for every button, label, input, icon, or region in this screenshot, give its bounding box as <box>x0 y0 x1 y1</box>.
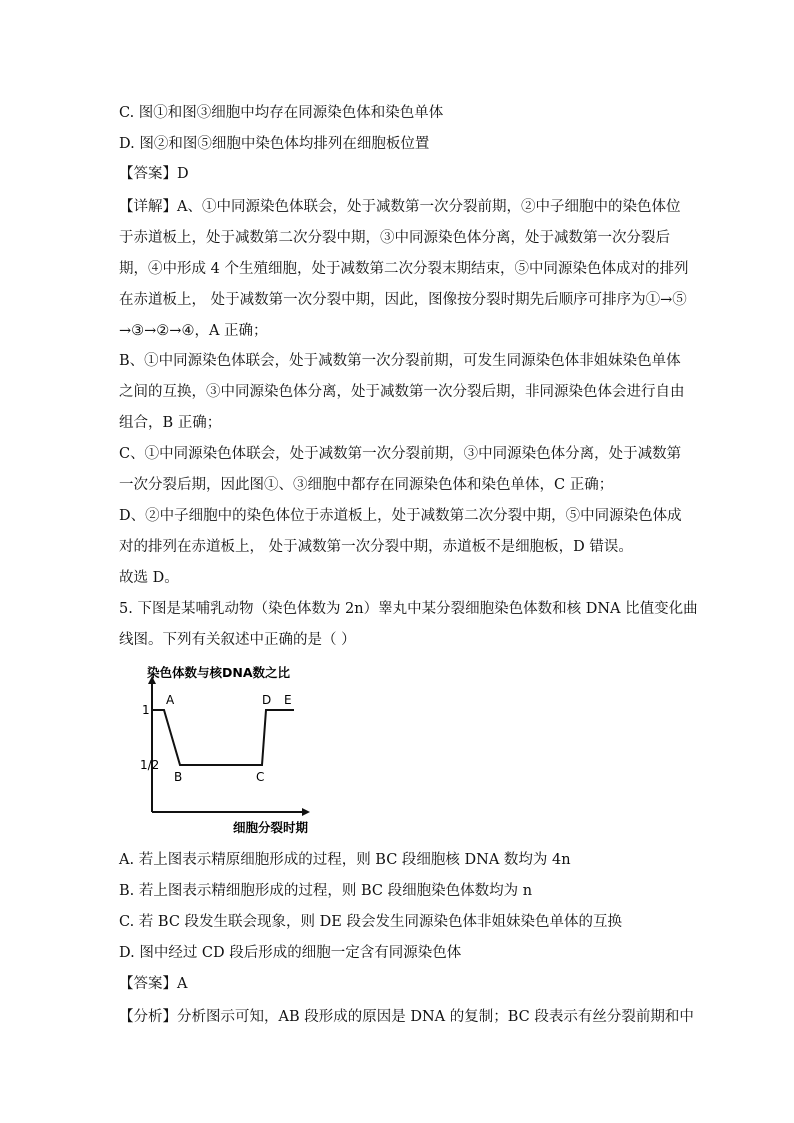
explanation-line: 期，④中形成 4 个生殖细胞，处于减数第二次分裂末期结束，⑤中同源染色体成对的排列 <box>119 261 689 277</box>
chart-title: 染色体数与核DNA数之比 <box>147 665 291 680</box>
x-axis-label: 细胞分裂时期 <box>233 820 309 835</box>
option-c-line: C. 图①和图③细胞中均存在同源染色体和染色单体 <box>119 105 444 121</box>
ratio-line-chart <box>140 660 340 840</box>
explanation-line: D、②中子细胞中的染色体位于赤道板上，处于减数第二次分裂中期，⑤中同源染色体成 <box>119 508 682 524</box>
question-5-line: 线图。下列有关叙述中正确的是（ ） <box>119 632 356 648</box>
question-5-line: 5. 下图是某哺乳动物（染色体数为 2n）睾丸中某分裂细胞染色体数和核 DNA 比值变化曲 <box>119 601 698 617</box>
explanation-line: 于赤道板上，处于减数第二次分裂中期，③中同源染色体分离，处于减数第一次分裂后 <box>119 230 670 246</box>
option-a-line: A. 若上图表示精原细胞形成的过程，则 BC 段细胞核 DNA 数均为 4n <box>119 852 571 868</box>
explanation-line: B、①中同源染色体联会，处于减数第一次分裂前期，可发生同源染色体非姐妹染色单体 <box>119 353 681 369</box>
option-c-line: C. 若 BC 段发生联会现象，则 DE 段会发生同源染色体非姐妹染色单体的互换 <box>119 914 622 930</box>
point-label-a: A <box>166 693 175 707</box>
point-label-d: D <box>262 693 272 707</box>
explanation-line: 在赤道板上， 处于减数第一次分裂中期，因此，图像按分裂时期先后顺序可排序为①→⑤ <box>119 292 687 308</box>
point-label-e: E <box>284 693 292 707</box>
point-label-b: B <box>174 770 183 784</box>
explanation-line: 【详解】A、①中同源染色体联会，处于减数第一次分裂前期，②中子细胞中的染色体位 <box>119 199 681 215</box>
chart-svg <box>140 660 340 840</box>
explanation-line: 之间的互换，③中同源染色体分离，处于减数第一次分裂后期，非同源染色体会进行自由 <box>119 384 685 400</box>
answer-line: 【答案】A <box>119 976 188 992</box>
explanation-line: C、①中同源染色体联会，处于减数第一次分裂前期，③中同源染色体分离，处于减数第 <box>119 446 682 462</box>
answer-line: 【答案】D <box>119 166 189 182</box>
explanation-line: 对的排列在赤道板上， 处于减数第一次分裂中期，赤道板不是细胞板，D 错误。 <box>119 539 633 555</box>
explanation-line: →③→②→④，A 正确； <box>119 323 268 339</box>
option-d-line: D. 图②和图⑤细胞中染色体均排列在细胞板位置 <box>119 136 430 152</box>
option-d-line: D. 图中经过 CD 段后形成的细胞一定含有同源染色体 <box>119 945 462 961</box>
explanation-line: 一次分裂后期，因此图①、③细胞中都存在同源染色体和染色单体，C 正确； <box>119 477 614 493</box>
explanation-line: 组合，B 正确； <box>119 415 222 431</box>
analysis-line: 【分析】分析图示可知，AB 段形成的原因是 DNA 的复制；BC 段表示有丝分裂前期和中 <box>119 1009 694 1025</box>
point-label-c: C <box>256 770 265 784</box>
option-b-line: B. 若上图表示精细胞形成的过程，则 BC 段细胞染色体数均为 n <box>119 883 533 899</box>
y-tick-label: 1/2 <box>140 758 160 772</box>
ratio-series-line <box>152 710 294 765</box>
conclusion-line: 故选 D。 <box>119 570 179 586</box>
y-tick-label: 1 <box>142 703 150 717</box>
